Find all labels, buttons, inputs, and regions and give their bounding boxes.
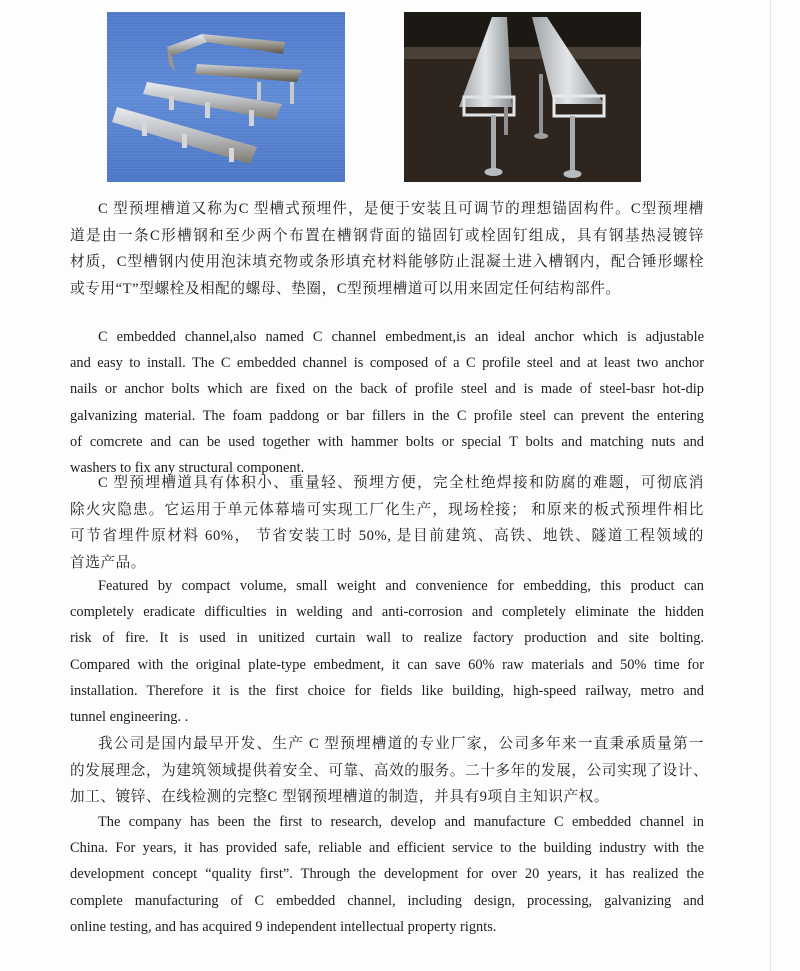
text-line: tunnel engineering. . [70,709,189,726]
text-line: 或专用“T”型螺栓及相配的螺母、垫圈，C型预埋槽道可以用来固定任何结构部件。 [70,280,621,297]
paragraph-company-zh [70,731,709,811]
paragraph-intro-en [70,324,704,481]
c-channel-assemblies-image [107,12,345,182]
text-line: 首选产品。 [70,554,146,571]
text-line: Compared with the original plate-type embedment, it can save 60% raw materials and 50% time for [70,656,704,673]
text-line: nails or anchor bolts which are fixed on the back of profile steel and is made of steel-basr hot-dip [70,381,704,398]
text-line: 材质，C型槽钢内使用泡沫填充物或条形填充材料能够防止混凝土进入槽钢内，配合锤形螺栓 [70,254,704,270]
text-line: and easy to install. The C embedded channel is composed of a C profile steel and at least two anchor [70,355,704,372]
scan-artifact-line [770,0,771,971]
text-line: The company has been the first to research, develop and manufacture C embedded channel in [98,814,704,830]
c-channel-anchor-bolts-image [404,12,641,182]
text-line: C 型预埋槽道又称为C 型槽式预埋件，是便于安装且可调节的理想锚固构件。C型预埋槽 [98,201,704,217]
paragraph-features-zh [70,470,704,576]
text-line: installation. Therefore it is the first choice for fields like building, high-speed railway, metro and [70,682,704,699]
text-line: risk of fire. It is used in unitized curtain wall to realize factory production and site bolting. [70,630,704,647]
text-line: 可节省埋件原材料 60%， 节省安装工时 50%, 是目前建筑、高铁、地铁、隧道工程领域的 [70,528,704,544]
text-line: Featured by compact volume, small weight and convenience for embedding, this product can [98,578,704,594]
text-line: galvanizing material. The foam paddong or bar fillers in the C profile steel can prevent the entering [70,407,704,424]
text-line: 我公司是国内最早开发、生产 C 型预埋槽道的专业厂家，公司多年来一直秉承质量第一 [98,736,704,752]
text-line: C 型预埋槽道具有体积小、重量轻、预埋方便，完全杜绝焊接和防腐的难题，可彻底消 [98,475,704,491]
text-line: washers to fix any structural component. [70,460,305,477]
text-line: completely eradicate difficulties in welding and anti-corrosion and completely eliminate the hidden [70,604,704,621]
paragraph-features-en [70,573,704,730]
text-line: complete manufacturing of C embedded channel, including design, processing, galvanizing and [70,892,704,909]
text-line: 道是由一条C形槽钢和至少两个布置在槽钢背面的锚固钉或栓固钉组成，具有钢基热浸镀锌 [70,227,704,244]
product-photo-left [107,12,345,182]
text-line: 的发展理念，为建筑领域提供着安全、可靠、高效的服务。二十多年的发展，公司实现了设计、 [70,762,709,779]
text-line: 加工、镀锌、在线检测的完整C 型钢预埋槽道的制造，并具有9项自主知识产权。 [70,789,610,805]
product-photo-right [404,12,641,182]
text-line: online testing, and has acquired 9 independent intellectual property rignts. [70,918,497,935]
text-line: China. For years, it has provided safe, reliable and efficient service to the building industry with the [70,840,704,857]
paragraph-intro-zh [70,196,704,302]
text-line: development concept “quality first”. Through the development for over 20 years, it has realized the [70,866,704,883]
text-line: of comcrete and can be used together with hammer bolts or special T bolts and matching nuts and [70,433,704,450]
text-line: C embedded channel,also named C channel embedment,is an ideal anchor which is adjustable [98,329,704,345]
text-line: 除火灾隐患。它运用于单元体幕墙可实现工厂化生产，现场栓接； 和原来的板式预埋件相比 [70,501,704,518]
paragraph-company-en [70,809,704,940]
